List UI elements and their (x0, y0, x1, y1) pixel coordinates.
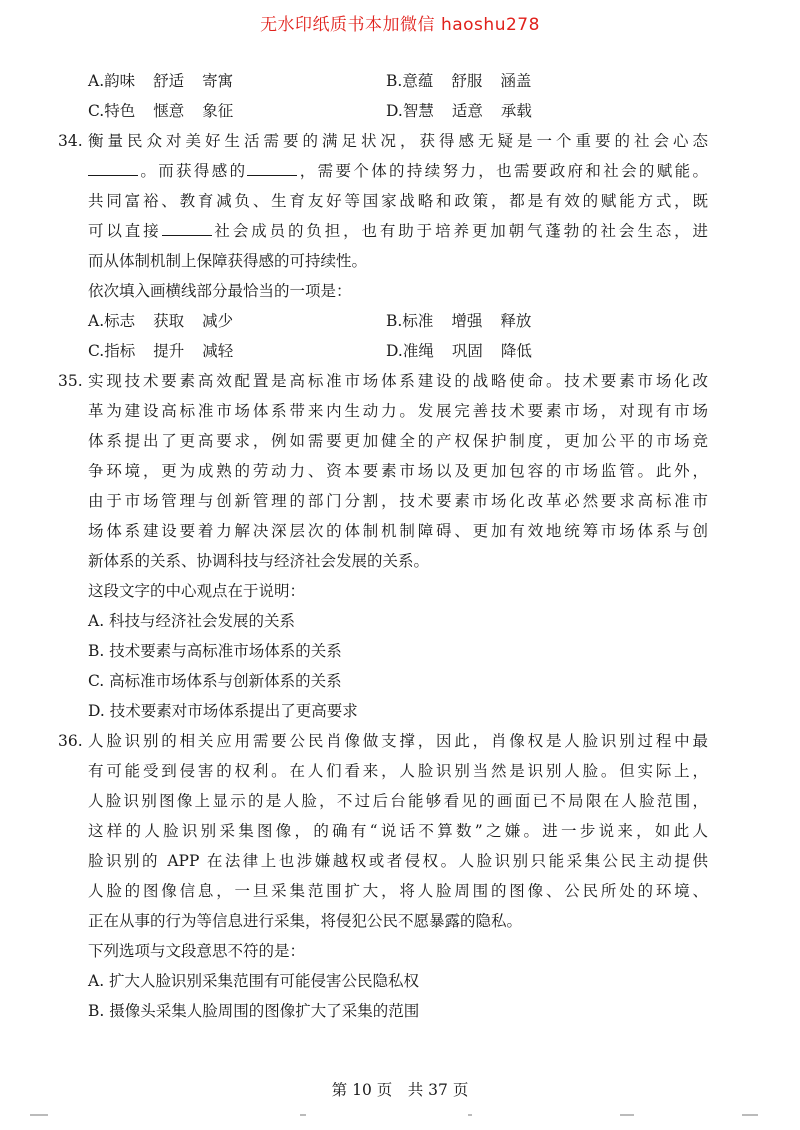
question-35 (58, 366, 708, 726)
stem-line: 人脸识别的相关应用需要公民肖像做支撑，因此，肖像权是人脸识别过程中最 (88, 732, 708, 750)
question-36 (58, 726, 708, 1026)
stem-line: 革为建设高标准市场体系带来内生动力。发展完善技术要素市场，对现有市场 (88, 402, 708, 420)
stem-line: 而从体制机制上保障获得感的可持续性。 (88, 252, 368, 270)
stem-line: 争环境，更为成熟的劳动力、资本要素市场以及更加包容的市场监管。此外， (88, 462, 708, 480)
stem-line: 人脸的图像信息，一旦采集范围扩大，将人脸周围的图像、公民所处的环境、 (88, 882, 708, 900)
stem-line: 这样的人脸识别采集图像，的确有“说话不算数”之嫌。进一步说来，如此人 (88, 822, 708, 840)
scan-speck (30, 1114, 48, 1116)
stem-line: 体系提出了更高要求，例如需要更加健全的产权保护制度，更加公平的市场竞 (88, 432, 708, 450)
page-content (58, 66, 708, 1026)
question-prompt: 依次填入画横线部分最恰当的一项是： (88, 282, 352, 300)
q36-option-a: A. 扩大人脸识别采集范围有可能侵害公民隐私权 (88, 972, 420, 990)
q33-option-c: C.特色 惬意 象征 (88, 102, 234, 120)
stem-line: 正在从事的行为等信息进行采集，将侵犯公民不愿暴露的隐私。 (88, 912, 523, 930)
stem-line: 脸识别的 APP 在法律上也涉嫌越权或者侵权。人脸识别只能采集公民主动提供 (88, 852, 708, 870)
scan-speck (468, 1114, 472, 1116)
q34-options (88, 306, 708, 366)
scan-specks (0, 1114, 800, 1120)
q34-option-b: B.标准 增强 释放 (386, 312, 532, 330)
q34-option-c: C.指标 提升 减轻 (88, 342, 234, 360)
scan-speck (300, 1114, 306, 1116)
q33-options (88, 66, 708, 126)
q33-option-a: A.韵味 舒适 寄寓 (88, 72, 234, 90)
stem-line: 可以直接 社会成员的负担，也有助于培养更加朝气蓬勃的社会生态，进 (88, 216, 708, 246)
q33-option-b: B.意蕴 舒服 涵盖 (386, 72, 532, 90)
q36-option-b: B. 摄像头采集人脸周围的图像扩大了采集的范围 (88, 1002, 420, 1020)
fill-blank (162, 219, 212, 236)
fill-blank (247, 159, 297, 176)
watermark-text: 无水印纸质书本加微信 haoshu278 (260, 15, 540, 35)
question-number: 34. (58, 132, 83, 150)
question-prompt: 下列选项与文段意思不符的是： (88, 942, 306, 960)
question-34 (58, 126, 708, 366)
stem-line: 由于市场管理与创新管理的部门分割，技术要素市场化改革必然要求高标准市 (88, 492, 708, 510)
stem-line: 新体系的关系、协调科技与经济社会发展的关系。 (88, 552, 430, 570)
scan-speck (742, 1114, 758, 1116)
q35-option-c: C. 高标准市场体系与创新体系的关系 (88, 672, 342, 690)
stem-line: 衡量民众对美好生活需要的满足状况，获得感无疑是一个重要的社会心态 (88, 132, 708, 150)
stem-line: 。而获得感的 ，需要个体的持续努力，也需要政府和社会的赋能。 (88, 156, 708, 186)
q35-option-b: B. 技术要素与高标准市场体系的关系 (88, 642, 342, 660)
q34-option-d: D.准绳 巩固 降低 (386, 342, 532, 360)
stem-line: 共同富裕、教育减负、生育友好等国家战略和政策，都是有效的赋能方式，既 (88, 192, 708, 210)
stem-line: 场体系建设要着力解决深层次的体制机制障碍、更加有效地统筹市场体系与创 (88, 522, 708, 540)
question-number: 36. (58, 732, 83, 750)
stem-line: 实现技术要素高效配置是高标准市场体系建设的战略使命。技术要素市场化改 (88, 372, 708, 390)
fill-blank (88, 159, 138, 176)
q35-option-d: D. 技术要素对市场体系提出了更高要求 (88, 702, 358, 720)
question-number: 35. (58, 372, 83, 390)
scan-speck (620, 1114, 634, 1116)
q34-option-a: A.标志 获取 减少 (88, 312, 234, 330)
question-prompt: 这段文字的中心观点在于说明： (88, 582, 306, 600)
q33-option-d: D.智慧 适意 承载 (386, 102, 532, 120)
stem-line: 有可能受到侵害的权利。在人们看来，人脸识别当然是识别人脸。但实际上， (88, 762, 708, 780)
stem-line: 人脸识别图像上显示的是人脸，不过后台能够看见的画面已不局限在人脸范围， (88, 792, 708, 810)
page-footer: 第 10 页 共 37 页 (331, 1081, 469, 1099)
q35-option-a: A. 科技与经济社会发展的关系 (88, 612, 296, 630)
